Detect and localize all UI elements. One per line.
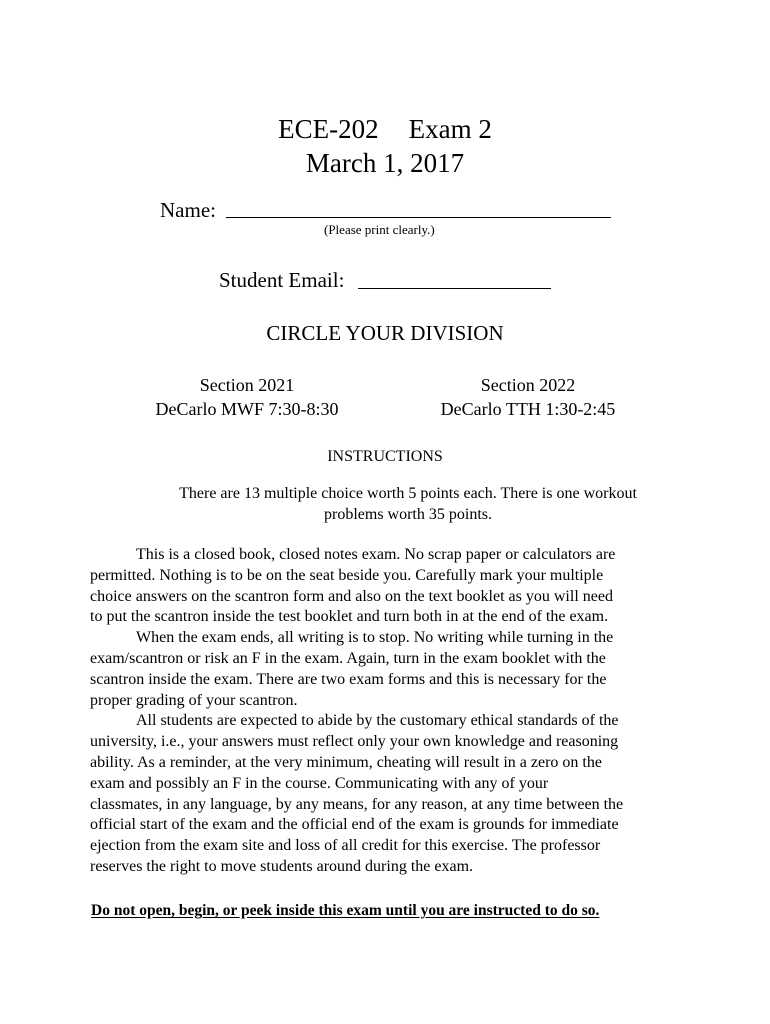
section-title: Section 2021: [199, 375, 295, 395]
summary-line: problems worth 35 points.: [324, 506, 492, 523]
body-line: classmates, in any language, by any means, for any reason, at any time between the: [90, 795, 624, 813]
section-2021[interactable]: [117, 373, 377, 421]
exam-title: [0, 113, 770, 145]
email-blank[interactable]: [358, 288, 551, 289]
exam-number: Exam 2: [408, 114, 492, 144]
instructions-heading: INSTRUCTIONS: [327, 448, 443, 465]
email-label: Student Email:: [219, 268, 345, 292]
section-title: Section 2022: [480, 375, 576, 395]
body-line: university, i.e., your answers must reflect only your own knowledge and reasoning: [90, 733, 619, 751]
instructions-summary: [23, 483, 770, 525]
section-detail: DeCarlo TTH 1:30-2:45: [440, 399, 616, 419]
body-line: ability. As a reminder, at the very minimum, cheating will result in a zero on the: [90, 753, 602, 771]
summary-line: There are 13 multiple choice worth 5 points each. There is one workout: [179, 485, 637, 502]
body-line: scantron inside the exam. There are two exam forms and this is necessary for the: [90, 670, 607, 688]
name-hint: (Please print clearly.): [324, 222, 435, 237]
body-line: This is a closed book, closed notes exam. No scrap paper or calculators are: [136, 546, 616, 563]
section-2022[interactable]: [398, 373, 658, 421]
body-line: All students are expected to abide by the customary ethical standards of the: [136, 712, 619, 730]
body-line: exam and possibly an F in the course. Communicating with any of your: [90, 774, 549, 792]
body-line: proper grading of your scantron.: [90, 691, 298, 709]
body-line: official start of the exam and the official end of the exam is grounds for immediate: [90, 816, 619, 834]
do-not-open-warning: Do not open, begin, or peek inside this exam until you are instructed to do so.: [91, 902, 600, 919]
course-code: ECE-202: [278, 114, 379, 144]
exam-date: March 1, 2017: [305, 148, 465, 178]
body-line: to put the scantron inside the test booklet and turn both in at the end of the exam.: [90, 608, 609, 626]
section-detail: DeCarlo MWF 7:30-8:30: [155, 399, 339, 419]
body-line: permitted. Nothing is to be on the seat beside you. Carefully mark your multiple: [90, 566, 604, 584]
body-line: exam/scantron or risk an F in the exam. Again, turn in the exam booklet with the: [90, 649, 606, 667]
body-line: reserves the right to move students around during the exam.: [90, 857, 474, 875]
body-line: choice answers on the scantron form and also on the text booklet as you will need: [90, 587, 613, 605]
instructions-body: [90, 545, 680, 878]
body-line: When the exam ends, all writing is to stop. No writing while turning in the: [136, 629, 614, 647]
name-label: Name:: [160, 198, 216, 222]
division-heading: CIRCLE YOUR DIVISION: [266, 321, 504, 345]
body-line: ejection from the exam site and loss of all credit for this exercise. The professor: [90, 837, 601, 855]
name-blank[interactable]: [226, 217, 611, 218]
